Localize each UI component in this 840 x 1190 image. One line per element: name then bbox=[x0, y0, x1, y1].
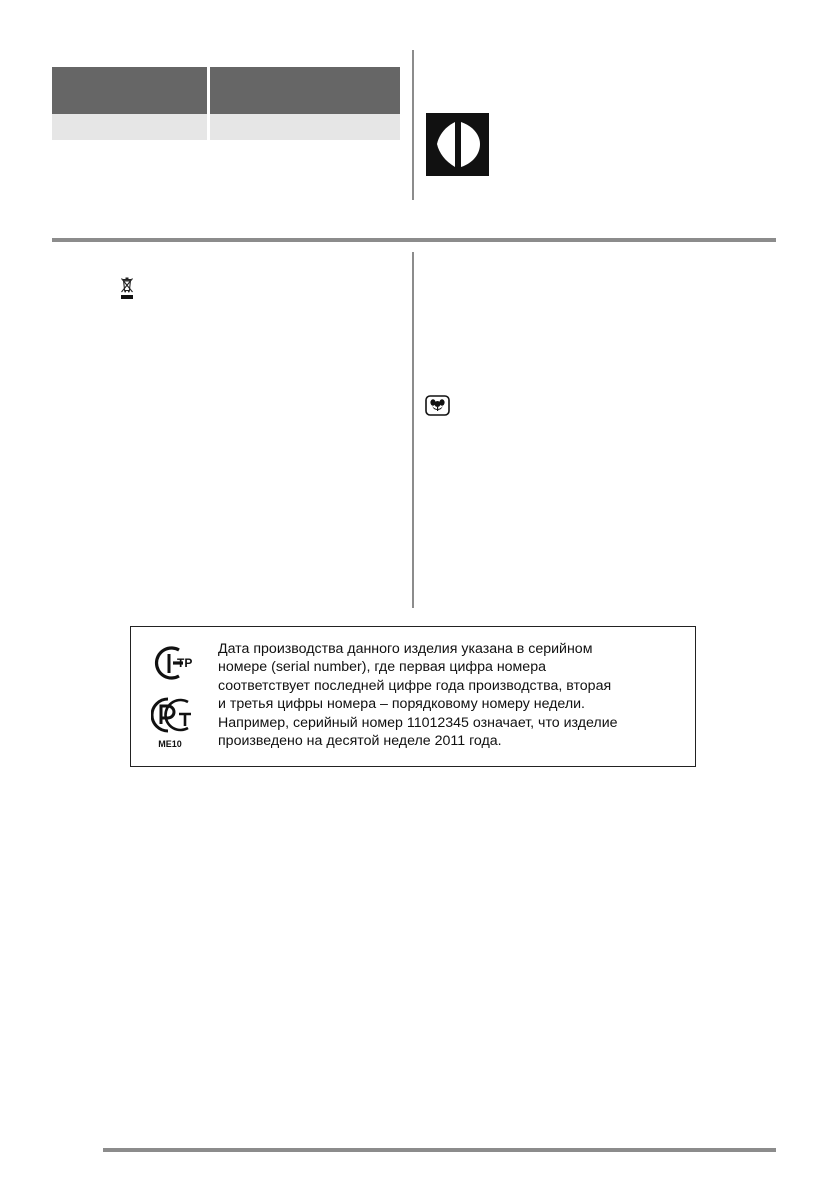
footer-rule bbox=[103, 1148, 776, 1152]
section-rule bbox=[52, 238, 776, 242]
table-cell-1 bbox=[52, 114, 207, 140]
column-divider-middle bbox=[412, 252, 414, 608]
production-date-note: Дата производства данного изделия указана в серийном номере (serial number), где первая цифра номера соответствует последней цифре года производства, вторая и третья цифры номера – порядковому номеру недели. Например, серийный номер 11012345 означает, что изделие произведено на десятой неделе 2011 года. bbox=[218, 641, 618, 750]
svg-text:ТР: ТР bbox=[177, 656, 193, 670]
electrolux-logo-icon bbox=[426, 113, 489, 176]
table-header-cell-2 bbox=[210, 67, 400, 114]
crossed-out-bin-icon bbox=[119, 276, 135, 300]
pct-mark-code: ME10 bbox=[158, 739, 182, 749]
table-cell-2 bbox=[210, 114, 400, 140]
pct-certification-icon bbox=[151, 696, 193, 736]
flower-environment-icon bbox=[425, 395, 450, 416]
eac-mark-icon bbox=[149, 643, 195, 683]
table-header-cell-1 bbox=[52, 67, 207, 114]
column-divider-top bbox=[412, 50, 414, 200]
